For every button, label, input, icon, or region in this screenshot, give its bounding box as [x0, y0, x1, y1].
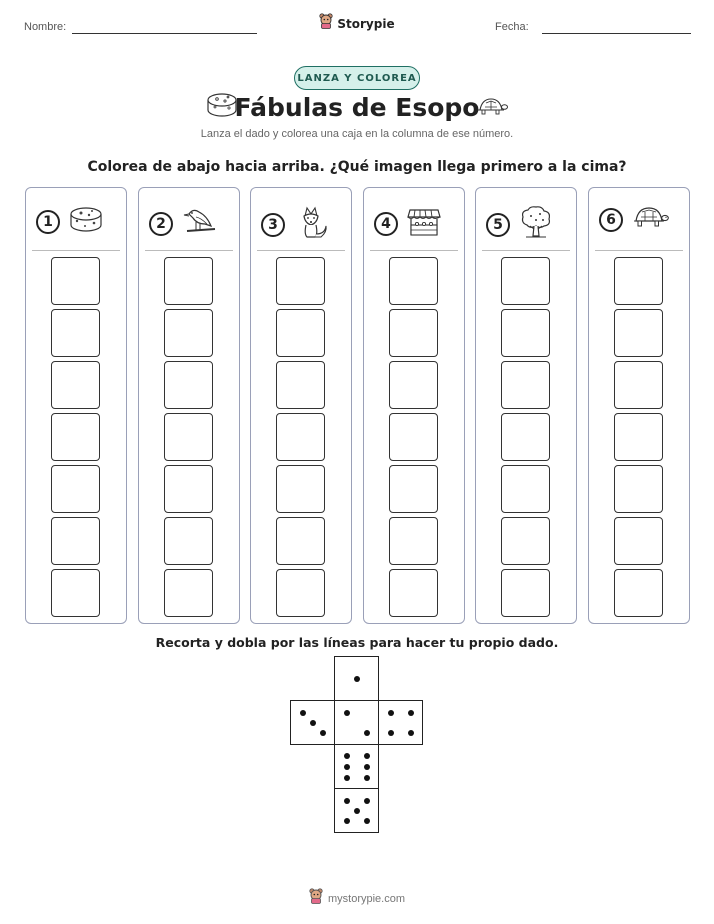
- pip: [388, 710, 394, 716]
- date-label: Fecha:: [495, 21, 529, 33]
- pip: [354, 808, 360, 814]
- die-face-3: [290, 700, 335, 745]
- color-box[interactable]: [501, 257, 550, 305]
- color-box[interactable]: [51, 257, 100, 305]
- color-box[interactable]: [389, 413, 438, 461]
- activity-badge: LANZA Y COLOREA: [294, 66, 420, 90]
- column-5: [475, 187, 577, 624]
- color-box[interactable]: [501, 569, 550, 617]
- pip: [388, 730, 394, 736]
- color-box[interactable]: [276, 465, 325, 513]
- color-box[interactable]: [614, 257, 663, 305]
- color-box[interactable]: [276, 569, 325, 617]
- color-box[interactable]: [164, 465, 213, 513]
- name-label: Nombre:: [24, 21, 67, 33]
- color-box[interactable]: [501, 413, 550, 461]
- die-face-1: [334, 656, 379, 701]
- tortoise-icon: [476, 95, 508, 122]
- color-box[interactable]: [51, 465, 100, 513]
- color-box[interactable]: [389, 517, 438, 565]
- market-stall-icon: [406, 204, 442, 243]
- pip: [344, 710, 350, 716]
- column-number: 2: [149, 212, 173, 236]
- color-box[interactable]: [164, 569, 213, 617]
- color-box[interactable]: [614, 465, 663, 513]
- color-box[interactable]: [164, 309, 213, 357]
- pip: [364, 764, 370, 770]
- pip: [408, 730, 414, 736]
- color-box[interactable]: [501, 361, 550, 409]
- color-box[interactable]: [51, 309, 100, 357]
- color-box[interactable]: [389, 465, 438, 513]
- brand-name: Storypie: [337, 16, 395, 31]
- column-2: [138, 187, 240, 624]
- pip: [364, 775, 370, 781]
- column-number: 4: [374, 212, 398, 236]
- pip: [310, 720, 316, 726]
- color-box[interactable]: [276, 309, 325, 357]
- column-number: 3: [261, 213, 285, 237]
- color-box[interactable]: [276, 413, 325, 461]
- pip: [344, 798, 350, 804]
- page-subtitle: Lanza el dado y colorea una caja en la columna de ese número.: [200, 128, 514, 140]
- fox-icon: [293, 204, 329, 245]
- color-box[interactable]: [614, 569, 663, 617]
- die-face-6: [334, 744, 379, 789]
- pip: [364, 798, 370, 804]
- color-box[interactable]: [51, 413, 100, 461]
- coloring-instruction: Colorea de abajo hacia arriba. ¿Qué imagen llega primero a la cima?: [87, 159, 627, 175]
- pip: [344, 775, 350, 781]
- pip: [354, 676, 360, 682]
- column-3: [250, 187, 352, 624]
- column-number: 5: [486, 213, 510, 237]
- color-box[interactable]: [276, 517, 325, 565]
- storypie-logo-icon: [309, 888, 323, 909]
- color-box[interactable]: [389, 361, 438, 409]
- footer-url[interactable]: mystorypie.com: [327, 892, 406, 905]
- pip: [344, 818, 350, 824]
- crow-icon: [181, 204, 217, 243]
- color-box[interactable]: [389, 569, 438, 617]
- color-box[interactable]: [164, 257, 213, 305]
- pip: [300, 710, 306, 716]
- die-instruction: Recorta y dobla por las líneas para hacer tu propio dado.: [155, 635, 559, 650]
- color-box[interactable]: [276, 257, 325, 305]
- column-4: [363, 187, 465, 624]
- color-box[interactable]: [501, 465, 550, 513]
- storypie-logo-icon: [319, 13, 333, 34]
- column-6: [588, 187, 690, 624]
- tortoise-icon: [631, 204, 669, 235]
- die-face-2: [334, 700, 379, 745]
- die-face-5: [334, 788, 379, 833]
- color-box[interactable]: [164, 413, 213, 461]
- pip: [344, 764, 350, 770]
- pip: [364, 730, 370, 736]
- color-box[interactable]: [389, 257, 438, 305]
- color-box[interactable]: [276, 361, 325, 409]
- color-box[interactable]: [164, 517, 213, 565]
- page-title: Fábulas de Esopo: [234, 93, 480, 122]
- column-number: 1: [36, 210, 60, 234]
- brand: [0, 13, 714, 34]
- pip: [408, 710, 414, 716]
- color-box[interactable]: [614, 517, 663, 565]
- pip: [320, 730, 326, 736]
- footer: [0, 888, 714, 909]
- column-1: [25, 187, 127, 624]
- cheese-icon: [68, 204, 104, 239]
- color-box[interactable]: [51, 569, 100, 617]
- color-box[interactable]: [614, 413, 663, 461]
- color-box[interactable]: [614, 361, 663, 409]
- date-line[interactable]: [542, 33, 691, 34]
- color-box[interactable]: [164, 361, 213, 409]
- pip: [344, 753, 350, 759]
- color-box[interactable]: [51, 517, 100, 565]
- column-number: 6: [599, 208, 623, 232]
- color-box[interactable]: [501, 517, 550, 565]
- pip: [364, 818, 370, 824]
- die-face-4: [378, 700, 423, 745]
- color-box[interactable]: [51, 361, 100, 409]
- pip: [364, 753, 370, 759]
- tree-icon: [518, 204, 554, 245]
- color-box[interactable]: [389, 309, 438, 357]
- color-box[interactable]: [614, 309, 663, 357]
- color-box[interactable]: [501, 309, 550, 357]
